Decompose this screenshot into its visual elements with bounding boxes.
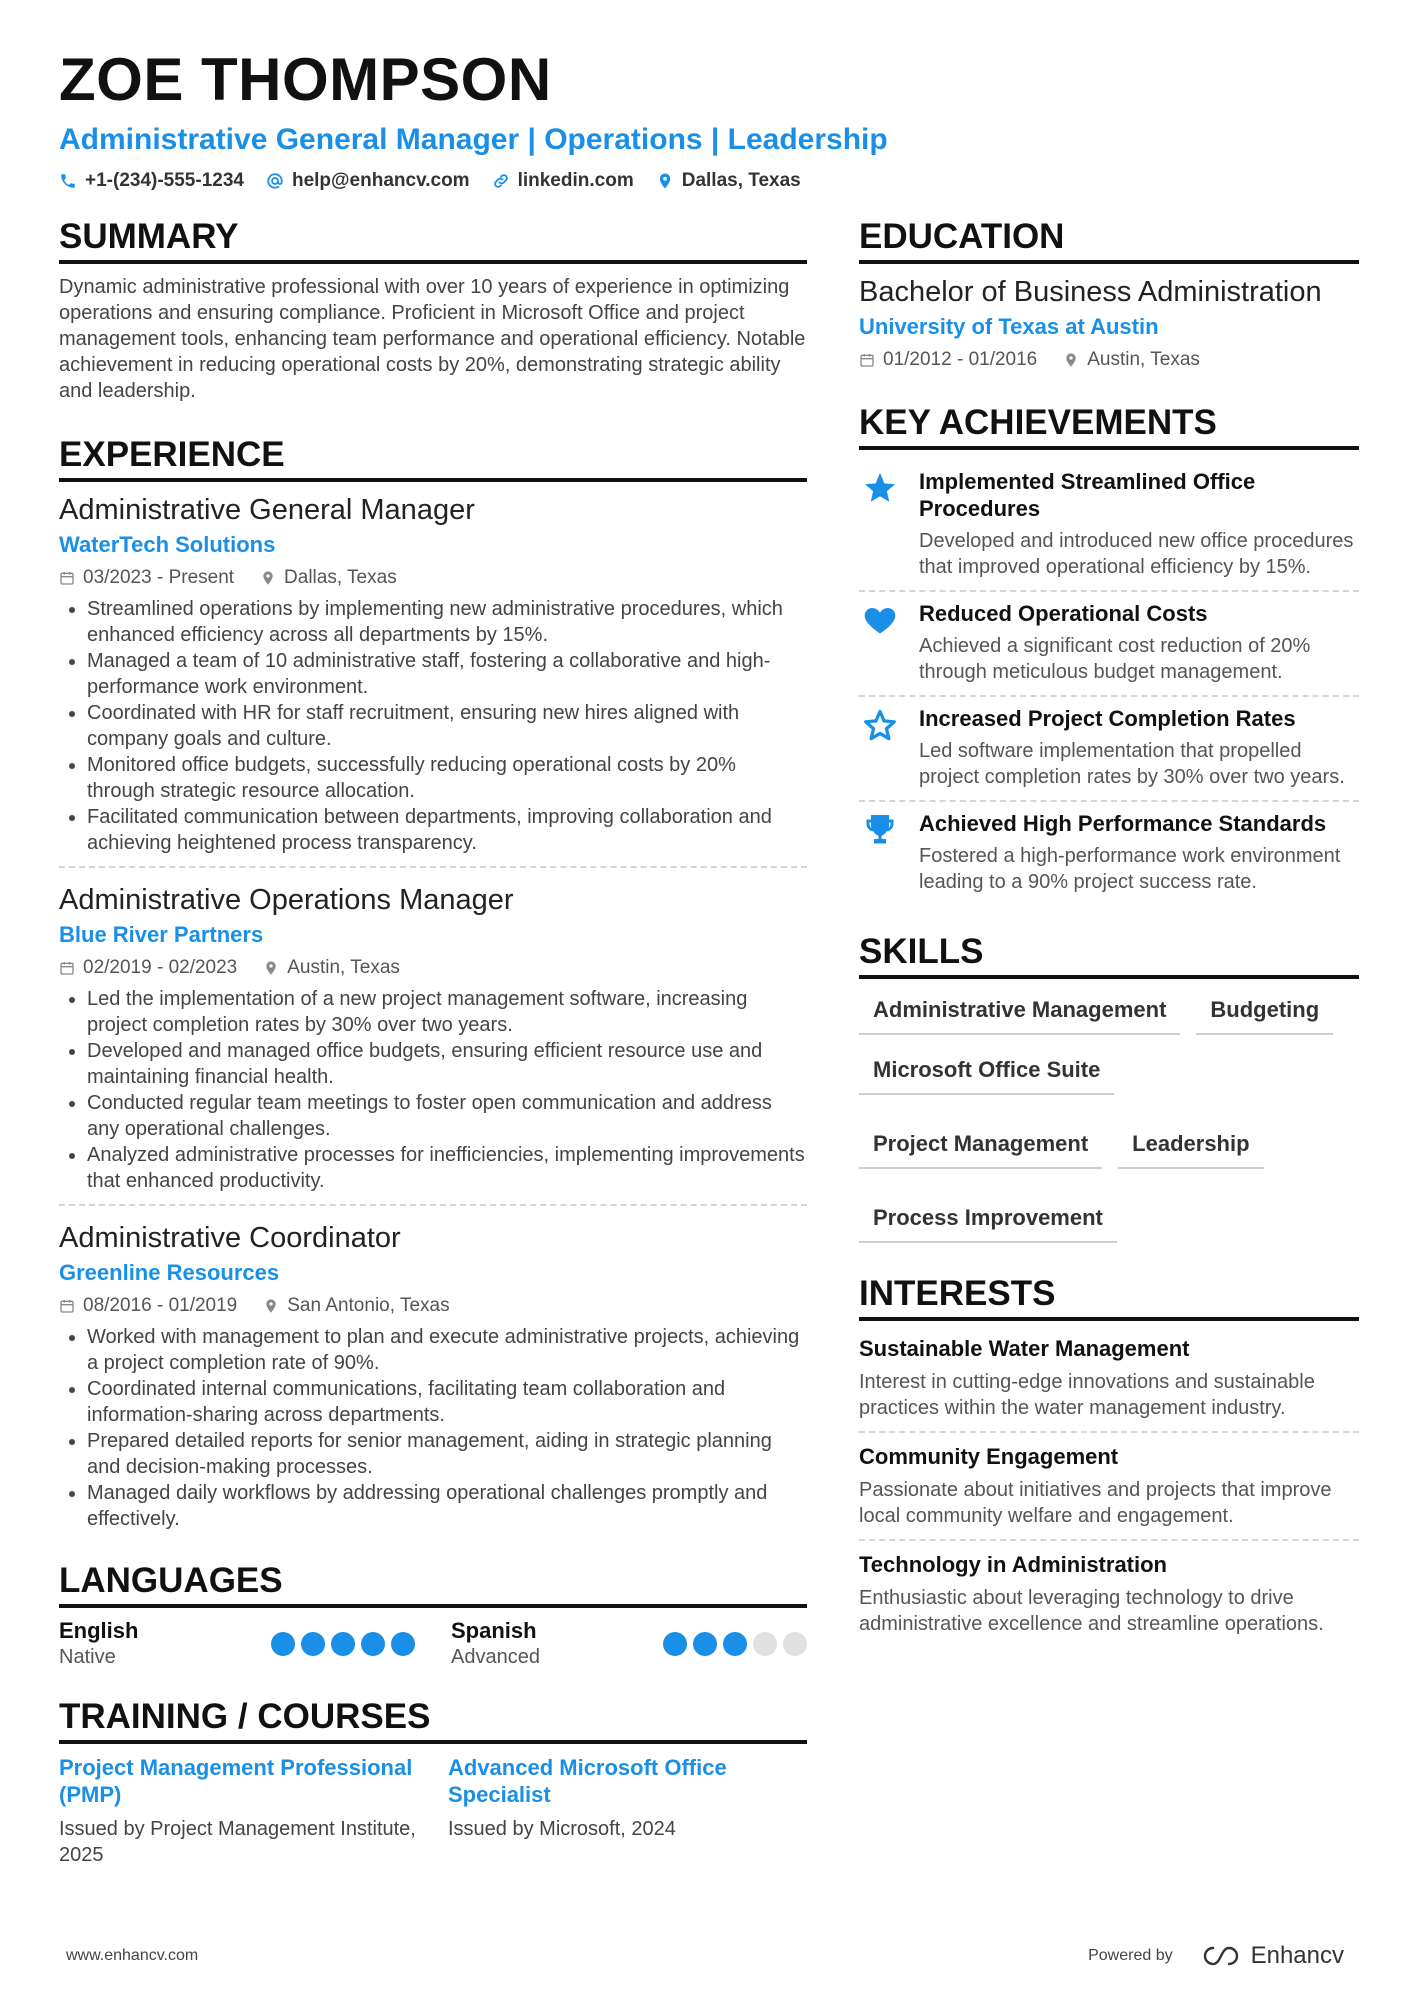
achievement-desc: Led software implementation that propelled project completion rates by 30% over two years.: [919, 740, 1345, 788]
achievement-content: [919, 600, 1359, 685]
experience-section: [59, 434, 807, 1542]
left-column: [59, 216, 807, 1868]
section-title: EDUCATION: [859, 216, 1359, 264]
job-bullet: • Facilitated communication between departments, improving collaboration and achieving heightened process transparency.: [87, 804, 807, 856]
course-list: [59, 1754, 807, 1868]
page-footer: [66, 1942, 1344, 1970]
achievement-desc: Developed and introduced new office procedures that improved operational efficiency by 15%.: [919, 530, 1354, 578]
course-item: [59, 1754, 418, 1868]
skill-list: [859, 989, 1359, 1243]
interests-section: [859, 1273, 1359, 1647]
job-dates-text: 02/2019 - 02/2023: [83, 957, 238, 978]
achievement-title: Implemented Streamlined Office Procedures: [919, 469, 1256, 521]
language-list: [59, 1618, 807, 1670]
company-name: Greenline Resources: [59, 1260, 280, 1285]
at-icon: [266, 172, 284, 190]
course-desc: Issued by Microsoft, 2024: [448, 1818, 676, 1840]
job-bullets: [59, 1324, 807, 1532]
skills-section: [859, 931, 1359, 1243]
job-bullet: • Managed a team of 10 administrative staff, fostering a collaborative and high-performance work environment.: [87, 648, 807, 700]
education-dates-text: 01/2012 - 01/2016: [883, 349, 1038, 370]
job-entry: [59, 882, 807, 1206]
job-bullet: • Streamlined operations by implementing new administrative procedures, which enhanced efficiency across all departments by 15%.: [87, 596, 807, 648]
job-title: Administrative Operations Manager: [59, 884, 514, 916]
calendar-icon: [59, 960, 75, 976]
heart-icon: [862, 602, 898, 638]
contact-linkedin[interactable]: [492, 170, 634, 192]
section-title: LANGUAGES: [59, 1560, 807, 1608]
section-title: INTERESTS: [859, 1273, 1359, 1321]
skill-tag: Microsoft Office Suite: [859, 1049, 1114, 1095]
company-name: Blue River Partners: [59, 922, 264, 947]
achievement-title: Achieved High Performance Standards: [919, 811, 1327, 836]
job-bullet: • Monitored office budgets, successfully reducing operational costs by 20% through strategic resource allocation.: [87, 752, 807, 804]
location-icon: [263, 1298, 279, 1314]
skill-tag: Process Improvement: [859, 1197, 1117, 1243]
contact-location-text: Dallas, Texas: [681, 170, 801, 191]
education-location: [1063, 348, 1200, 372]
rating-dot-filled: [663, 1632, 687, 1656]
contact-bar: [59, 170, 1359, 192]
section-title: TRAINING / COURSES: [59, 1696, 807, 1744]
training-section: [59, 1696, 807, 1868]
section-title: EXPERIENCE: [59, 434, 807, 482]
achievement-item: [859, 697, 1359, 802]
rating-dot-filled: [361, 1632, 385, 1656]
powered-by-label: Powered by: [1088, 1947, 1173, 1964]
location-icon: [260, 570, 276, 586]
job-bullet: • Led the implementation of a new project management software, increasing project completion rates by 30% over two years.: [87, 986, 807, 1038]
achievement-title: Reduced Operational Costs: [919, 601, 1208, 626]
language-text: [451, 1618, 540, 1670]
star-icon: [862, 470, 898, 506]
trophy-icon: [862, 812, 898, 848]
candidate-headline: Administrative General Manager | Operations | Leadership: [59, 123, 888, 156]
rating-dot-filled: [391, 1632, 415, 1656]
achievement-icon-wrap: [859, 468, 901, 580]
job-entry: [59, 492, 807, 868]
language-level: Native: [59, 1646, 116, 1668]
achievement-item: [859, 592, 1359, 697]
language-rating: [271, 1632, 415, 1656]
school-name: University of Texas at Austin: [859, 314, 1159, 339]
education-dates: [859, 348, 1037, 372]
job-location-text: Dallas, Texas: [284, 567, 397, 588]
company-name: WaterTech Solutions: [59, 532, 276, 557]
job-bullet: • Developed and managed office budgets, ensuring efficient resource use and maintaining financial health.: [87, 1038, 807, 1090]
job-location: [263, 1294, 449, 1318]
job-title: Administrative Coordinator: [59, 1222, 401, 1254]
interest-title: Community Engagement: [859, 1444, 1119, 1469]
education-meta: [859, 348, 1359, 372]
footer-branding: [1088, 1942, 1344, 1970]
achievement-title: Increased Project Completion Rates: [919, 706, 1296, 731]
candidate-name: ZOE THOMPSON: [59, 46, 552, 113]
interest-desc: Enthusiastic about leveraging technology to drive administrative excellence and streamline operations.: [859, 1587, 1324, 1635]
skill-tag: Administrative Management: [859, 989, 1180, 1035]
job-dates-text: 03/2023 - Present: [83, 567, 235, 588]
job-bullet: • Conducted regular team meetings to foster open communication and address any operational challenges.: [87, 1090, 807, 1142]
right-column: [859, 216, 1359, 1653]
achievement-content: [919, 810, 1359, 895]
star-outline-icon: [862, 707, 898, 743]
languages-section: [59, 1560, 807, 1670]
skill-tag: Project Management: [859, 1123, 1102, 1169]
location-icon: [656, 172, 674, 190]
rating-dot-filled: [271, 1632, 295, 1656]
education-section: [859, 216, 1359, 372]
achievement-icon-wrap: [859, 705, 901, 790]
achievement-content: [919, 705, 1359, 790]
link-icon: [492, 172, 510, 190]
course-title: Advanced Microsoft Office Specialist: [448, 1755, 727, 1807]
contact-phone[interactable]: [59, 170, 244, 192]
location-icon: [263, 960, 279, 976]
interest-item: [859, 1547, 1359, 1647]
achievement-desc: Achieved a significant cost reduction of 20% through meticulous budget management.: [919, 635, 1311, 683]
job-dates-text: 08/2016 - 01/2019: [83, 1295, 238, 1316]
skill-tag: Budgeting: [1196, 989, 1333, 1035]
achievements-section: [859, 402, 1359, 905]
achievement-item: [859, 802, 1359, 905]
achievement-item: [859, 460, 1359, 592]
job-bullet: • Coordinated internal communications, facilitating team collaboration and information-sharing across departments.: [87, 1376, 807, 1428]
job-bullets: [59, 596, 807, 856]
job-dates: [59, 956, 237, 980]
rating-dot-filled: [331, 1632, 355, 1656]
job-bullet: • Managed daily workflows by addressing operational challenges promptly and effectively.: [87, 1480, 807, 1532]
interest-item: [859, 1331, 1359, 1433]
language-level: Advanced: [451, 1646, 540, 1668]
calendar-icon: [59, 1298, 75, 1314]
language-item: [59, 1618, 415, 1670]
job-entry: [59, 1220, 807, 1542]
contact-email[interactable]: [266, 170, 470, 192]
summary-text: Dynamic administrative professional with over 10 years of experience in optimizing operations and ensuring compliance. Proficient in Microsoft Office and project management tools, enhancing team performance and operational efficiency. Notable achievement in reducing operational costs by 20%, demonstrating strategic ability and leadership.: [59, 276, 806, 402]
rating-dot-empty: [753, 1632, 777, 1656]
contact-phone-text: +1-(234)-555-1234: [85, 170, 244, 191]
brand-name: Enhancv: [1250, 1942, 1344, 1969]
rating-dot-filled: [301, 1632, 325, 1656]
rating-dot-empty: [783, 1632, 807, 1656]
calendar-icon: [859, 352, 875, 368]
section-title: SKILLS: [859, 931, 1359, 979]
phone-icon: [59, 172, 77, 190]
interest-title: Sustainable Water Management: [859, 1336, 1190, 1361]
job-meta: [59, 566, 807, 590]
job-location-text: San Antonio, Texas: [287, 1295, 450, 1316]
language-rating: [663, 1632, 807, 1656]
achievement-icon-wrap: [859, 600, 901, 685]
summary-section: [59, 216, 807, 404]
job-meta: [59, 1294, 807, 1318]
achievement-content: [919, 468, 1359, 580]
job-bullet: • Coordinated with HR for staff recruitment, ensuring new hires aligned with company goals and culture.: [87, 700, 807, 752]
job-title: Administrative General Manager: [59, 494, 475, 526]
job-bullets: [59, 986, 807, 1194]
enhancv-logo-icon: [1199, 1944, 1243, 1968]
course-item: [448, 1754, 807, 1868]
contact-location: [656, 170, 801, 192]
footer-website[interactable]: www.enhancv.com: [66, 1947, 199, 1964]
language-item: [451, 1618, 807, 1670]
job-location: [260, 566, 397, 590]
job-meta: [59, 956, 807, 980]
interest-item: [859, 1439, 1359, 1541]
location-icon: [1063, 352, 1079, 368]
skill-tag: Leadership: [1118, 1123, 1263, 1169]
language-name: English: [59, 1618, 139, 1643]
contact-linkedin-text: linkedin.com: [517, 170, 634, 191]
course-title: Project Management Professional (PMP): [59, 1755, 413, 1807]
interest-desc: Interest in cutting-edge innovations and sustainable practices within the water management industry.: [859, 1371, 1315, 1419]
brand-logo[interactable]: [1199, 1942, 1344, 1970]
education-location-text: Austin, Texas: [1087, 349, 1200, 370]
job-bullet: • Analyzed administrative processes for inefficiencies, implementing improvements that enhanced productivity.: [87, 1142, 807, 1194]
job-bullet: • Prepared detailed reports for senior management, aiding in strategic planning and decision-making processes.: [87, 1428, 807, 1480]
degree-title: Bachelor of Business Administration: [859, 276, 1322, 308]
job-bullet: • Worked with management to plan and execute administrative projects, achieving a project completion rate of 90%.: [87, 1324, 807, 1376]
resume-header: [59, 44, 1359, 192]
contact-email-text: help@enhancv.com: [291, 170, 470, 191]
interest-title: Technology in Administration: [859, 1552, 1167, 1577]
rating-dot-filled: [693, 1632, 717, 1656]
language-text: [59, 1618, 138, 1670]
job-dates: [59, 566, 234, 590]
job-dates: [59, 1294, 237, 1318]
interest-desc: Passionate about initiatives and projects that improve local community welfare and engagement.: [859, 1479, 1332, 1527]
job-location-text: Austin, Texas: [287, 957, 400, 978]
achievement-desc: Fostered a high-performance work environment leading to a 90% project success rate.: [919, 845, 1341, 893]
section-title: KEY ACHIEVEMENTS: [859, 402, 1359, 450]
job-location: [263, 956, 400, 980]
language-name: Spanish: [451, 1618, 537, 1643]
section-title: SUMMARY: [59, 216, 807, 264]
rating-dot-filled: [723, 1632, 747, 1656]
achievement-icon-wrap: [859, 810, 901, 895]
calendar-icon: [59, 570, 75, 586]
course-desc: Issued by Project Management Institute, 2025: [59, 1818, 416, 1866]
